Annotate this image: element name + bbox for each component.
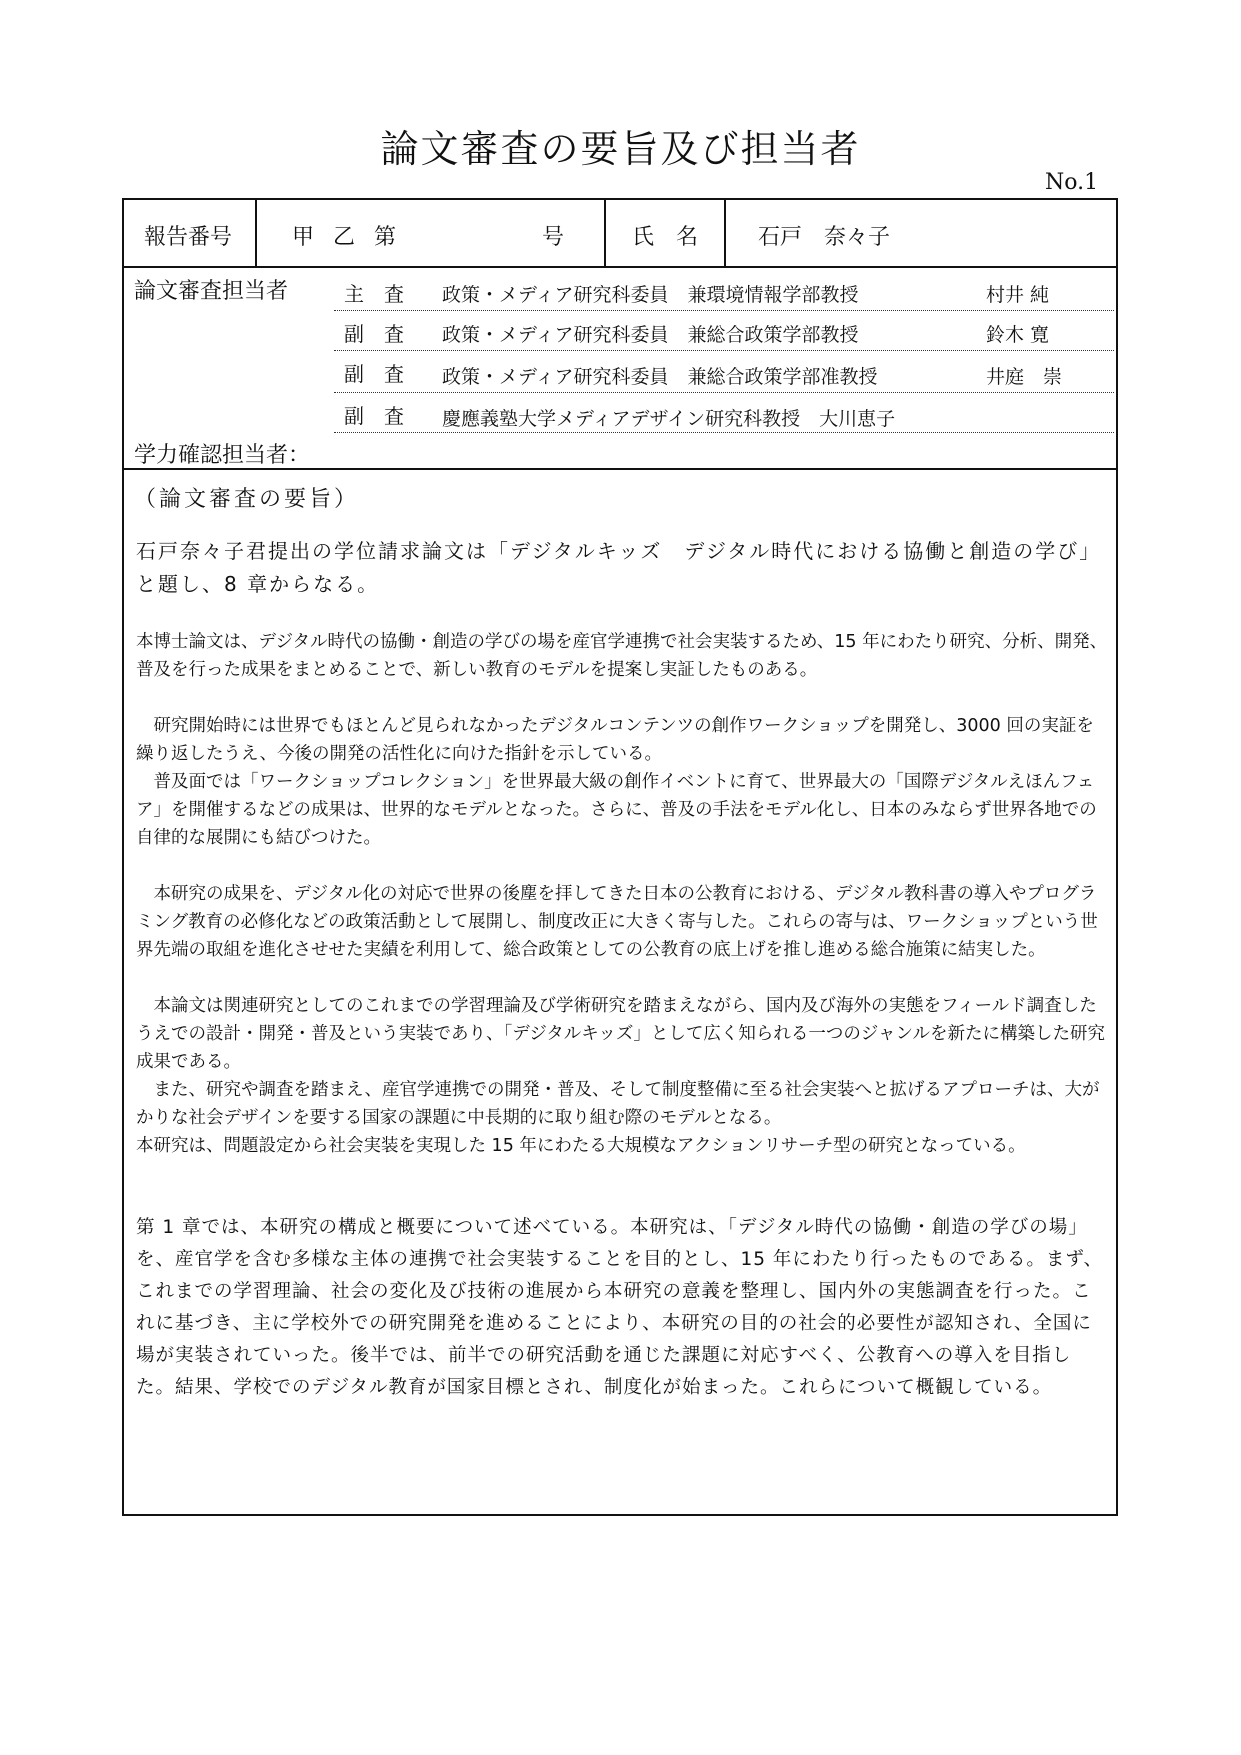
paragraph: また、研究や調査を踏まえ、産官学連携での開発・普及、そして制度整備に至る社会実装へと拡げるアプローチは、大がかりな社会デザインを要する国家の課題に中長期的に取り組む際のモデルとなる。 [136,1080,1100,1128]
reviewer-name: 井庭 崇 [986,366,1063,388]
summary-heading: （論文審査の要旨） [134,487,360,512]
name-label: 氏 名 [632,225,699,250]
reviewer-name: 鈴木 寛 [986,324,1050,346]
reviewer-role: 副 査 [344,322,404,346]
reviewer-affiliation: 慶應義塾大学メディアデザイン研究科教授 大川恵子 [442,408,896,430]
paragraph: 研究開始時には世界でもほとんど見られなかったデジタルコンテンツの創作ワークショップを開発し、3000 回の実証を繰り返したうえ、今後の開発の活性化に向けた指針を示している。 [136,716,1094,764]
report-number-value: 甲 乙 第 号 [292,225,570,250]
page-number: No.1 [1045,170,1099,195]
reviewers-label: 論文審査担当者 [134,279,289,304]
reviewer-name: 村井 純 [986,284,1050,306]
paragraph: 普及面では「ワークショップコレクション」を世界最大級の創作イベントに育て、世界最大の「国際デジタルえほんフェア」を開催するなどの成果は、世界的なモデルとなった。さらに、普及の手法をモデル化し、日本のみならず世界各地での自律的な展開にも結びつけた。 [136,772,1097,848]
report-number-label: 報告番号 [144,225,233,250]
divider [124,266,1116,268]
divider [255,200,257,268]
reviewer-role: 副 査 [344,404,404,428]
divider [724,200,726,268]
dotted-rule [334,392,1114,393]
review-form [122,198,1118,1516]
reviewer-role: 主 査 [344,282,404,306]
paragraph: 本論文は関連研究としてのこれまでの学習理論及び学術研究を踏まえながら、国内及び海外の実態をフィールド調査したうえでの設計・開発・普及という実装であり、「デジタルキッズ」として広く知られる一つのジャンルを新たに構築した研究成果である。 [136,996,1106,1072]
paragraph: 本研究の成果を、デジタル化の対応で世界の後塵を拝してきた日本の公教育における、デジタル教科書の導入やプログラミング教育の必修化などの政策活動として展開し、制度改正に大きく寄与した。これらの寄与は、ワークショップという世界先端の取組を進化させせた実績を利用して、総合政策としての公教育の底上げを推し進める総合施策に結実した。 [136,884,1098,960]
reviewer-affiliation: 政策・メディア研究科委員 兼環境情報学部教授 [442,284,859,306]
summary-intro: 石戸奈々子君提出の学位請求論文は「デジタルキッズ デジタル時代における協働と創造の学び」と題し、8 章からなる。 [136,539,1102,596]
dotted-rule [334,350,1114,351]
dotted-rule [334,310,1114,311]
reviewer-role: 副 査 [344,362,404,386]
page-title: 論文審査の要旨及び担当者 [380,127,861,171]
name-value: 石戸 奈々子 [758,225,891,250]
reviewer-affiliation: 政策・メディア研究科委員 兼総合政策学部准教授 [442,366,878,388]
chapter-1-summary: 第 1 章では、本研究の構成と概要について述べている。本研究は、「デジタル時代の協働・創造の学びの場」を、産官学を含む多様な主体の連携で社会実装することを目的とし、15 年にわたり行ったものである。まず、これまでの学習理論、社会の変化及び技術の進展から本研究の意義を整理し、国内外の実態調査を行った。これに基づき、主に学校外での研究開発を進めることにより、本研究の目的の社会的必要性が認知され、全国に場が実装されていった。後半では、前半での研究活動を通じた課題に対応すべく、公教育への導入を目指した。結果、学校でのデジタル教育が国家目標とされ、制度化が始まった。これらについて概観している。 [136,1217,1103,1398]
reviewer-affiliation: 政策・メディア研究科委員 兼総合政策学部教授 [442,324,859,346]
confirm-label: 学力確認担当者： [134,443,311,468]
divider [124,468,1116,470]
divider [604,200,606,268]
dotted-rule [334,432,1114,433]
summary-body [136,628,1108,1160]
paragraph: 本博士論文は、デジタル時代の協働・創造の学びの場を産官学連携で社会実装するため、15 年にわたり研究、分析、開発、普及を行った成果をまとめることで、新しい教育のモデルを提案し実証したものある。 [136,632,1108,680]
paragraph: 本研究は、問題設定から社会実装を実現した 15 年にわたる大規模なアクションリサーチ型の研究となっている。 [136,1136,1026,1156]
